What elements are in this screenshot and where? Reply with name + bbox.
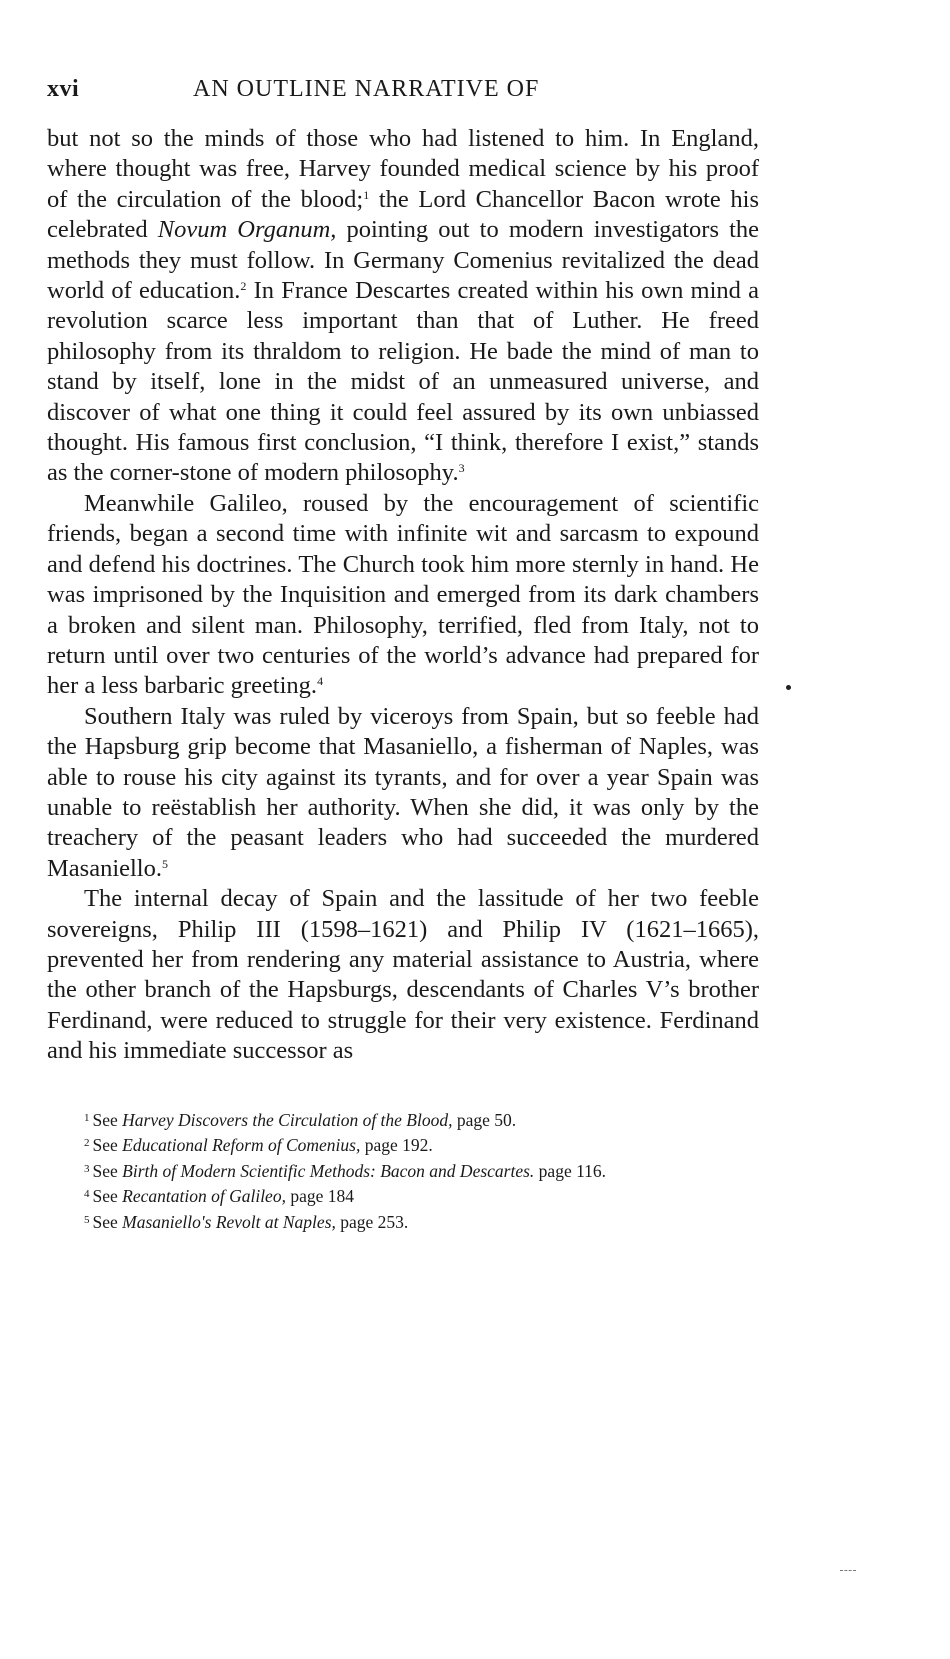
footnote-title: Recantation of Galileo, bbox=[122, 1186, 286, 1207]
body-text bbox=[47, 124, 759, 1067]
footnote-title: Educational Reform of Comenius, bbox=[122, 1135, 361, 1156]
footnote-suffix: page 116. bbox=[534, 1160, 607, 1181]
footnote-ref-3: 3 bbox=[458, 461, 465, 476]
footnote-number: 4 bbox=[84, 1188, 90, 1201]
footnote-prefix: See bbox=[92, 1211, 123, 1232]
footnote-ref-2: 2 bbox=[240, 279, 247, 294]
footnote-number: 3 bbox=[84, 1162, 90, 1175]
footnote-number: 2 bbox=[84, 1137, 90, 1150]
paragraph-1-text-c: pointing out to modern investigators the methods they must follow. In Germany Comenius revitalized the dead world of education. bbox=[47, 216, 760, 305]
paragraph-1 bbox=[47, 124, 759, 489]
footnote-suffix: page 253. bbox=[335, 1211, 409, 1232]
footnotes bbox=[47, 1107, 759, 1235]
page bbox=[47, 72, 759, 1234]
footnote-title: Harvey Discovers the Circulation of the Blood, bbox=[122, 1109, 453, 1130]
corner-mark bbox=[840, 1570, 856, 1572]
paragraph-4-text: The internal decay of Spain and the lassitude of her two feeble sovereigns, Philip III (1598–1621) and Philip IV (1621–1665), prevented her from rendering any material assistance to Austria, where the other branch of the Hapsburgs, descendants of Charles V’s brother Ferdinand, were reduced to struggle for their very existence. Ferdinand and his immediate successor as bbox=[47, 885, 759, 1065]
footnote-number: 1 bbox=[84, 1111, 90, 1124]
footnote-5 bbox=[47, 1209, 759, 1235]
paragraph-2-text: Meanwhile Galileo, roused by the encouragement of scientific friends, began a second time with infinite wit and sarcasm to expound and defend his doctrines. The Church took him more sternly in hand. He was imprisoned by the Inquisition and emerged from its dark chambers a broken and silent man. Philosophy, terrified, fled from Italy, not to return until over two centuries of the world’s advance had prepared for her a less barbaric greeting. bbox=[47, 489, 759, 700]
footnote-3 bbox=[47, 1158, 759, 1184]
paragraph-2 bbox=[47, 489, 759, 702]
paragraph-1-text-b: the Lord Chancellor Bacon wrote his celebrated bbox=[47, 185, 759, 244]
footnote-number: 5 bbox=[84, 1213, 90, 1226]
running-title: AN OUTLINE NARRATIVE OF bbox=[193, 76, 540, 102]
footnote-suffix: page 50. bbox=[452, 1109, 517, 1130]
paragraph-3 bbox=[47, 702, 759, 884]
running-head bbox=[47, 72, 759, 106]
footnote-prefix: See bbox=[92, 1160, 123, 1181]
footnote-title: Birth of Modern Scientific Methods: Bacon and Descartes. bbox=[122, 1160, 535, 1181]
book-title-novum-organum: Novum Organum, bbox=[157, 216, 337, 244]
footnote-title: Masaniello's Revolt at Naples, bbox=[122, 1211, 336, 1232]
footnote-4 bbox=[47, 1183, 759, 1209]
paragraph-1-text-d: In France Descartes created within his own mind a revolution scarce less important than that of Luther. He freed philosophy from its thraldom to religion. He bade the mind of man to stand by itself, lone in the midst of an unmeasured universe, and discover of what one thing it could feel assured by its own unbiassed thought. His famous first conclusion, “I think, therefore I exist,” stands as the corner-stone of modern philosophy. bbox=[47, 277, 759, 487]
footnote-ref-4: 4 bbox=[317, 674, 324, 689]
footnote-suffix: page 184 bbox=[285, 1186, 354, 1207]
stray-dot-mark bbox=[786, 685, 791, 690]
footnote-suffix: page 192. bbox=[360, 1135, 433, 1156]
page-number: xvi bbox=[47, 76, 80, 102]
footnote-prefix: See bbox=[92, 1109, 123, 1130]
footnote-2 bbox=[47, 1132, 759, 1158]
footnote-ref-1: 1 bbox=[363, 187, 370, 202]
footnote-prefix: See bbox=[92, 1186, 123, 1207]
paragraph-4 bbox=[47, 884, 759, 1066]
paragraph-1-text-a: but not so the minds of those who had listened to him. In England, where thought was free, Harvey founded medical science by his proof of the circulation of the blood; bbox=[47, 125, 759, 213]
footnote-ref-5: 5 bbox=[162, 856, 168, 871]
footnote-1 bbox=[47, 1107, 759, 1133]
paragraph-3-text: Southern Italy was ruled by viceroys from Spain, but so feeble had the Hapsburg grip become that Masaniello, a fisherman of Naples, was able to rouse his city against its tyrants, and for over a year Spain was unable to reëstablish her authority. When she did, it was only by the treachery of the peasant leaders who had succeeded the murdered Masaniello. bbox=[47, 702, 759, 882]
footnote-prefix: See bbox=[92, 1135, 123, 1156]
